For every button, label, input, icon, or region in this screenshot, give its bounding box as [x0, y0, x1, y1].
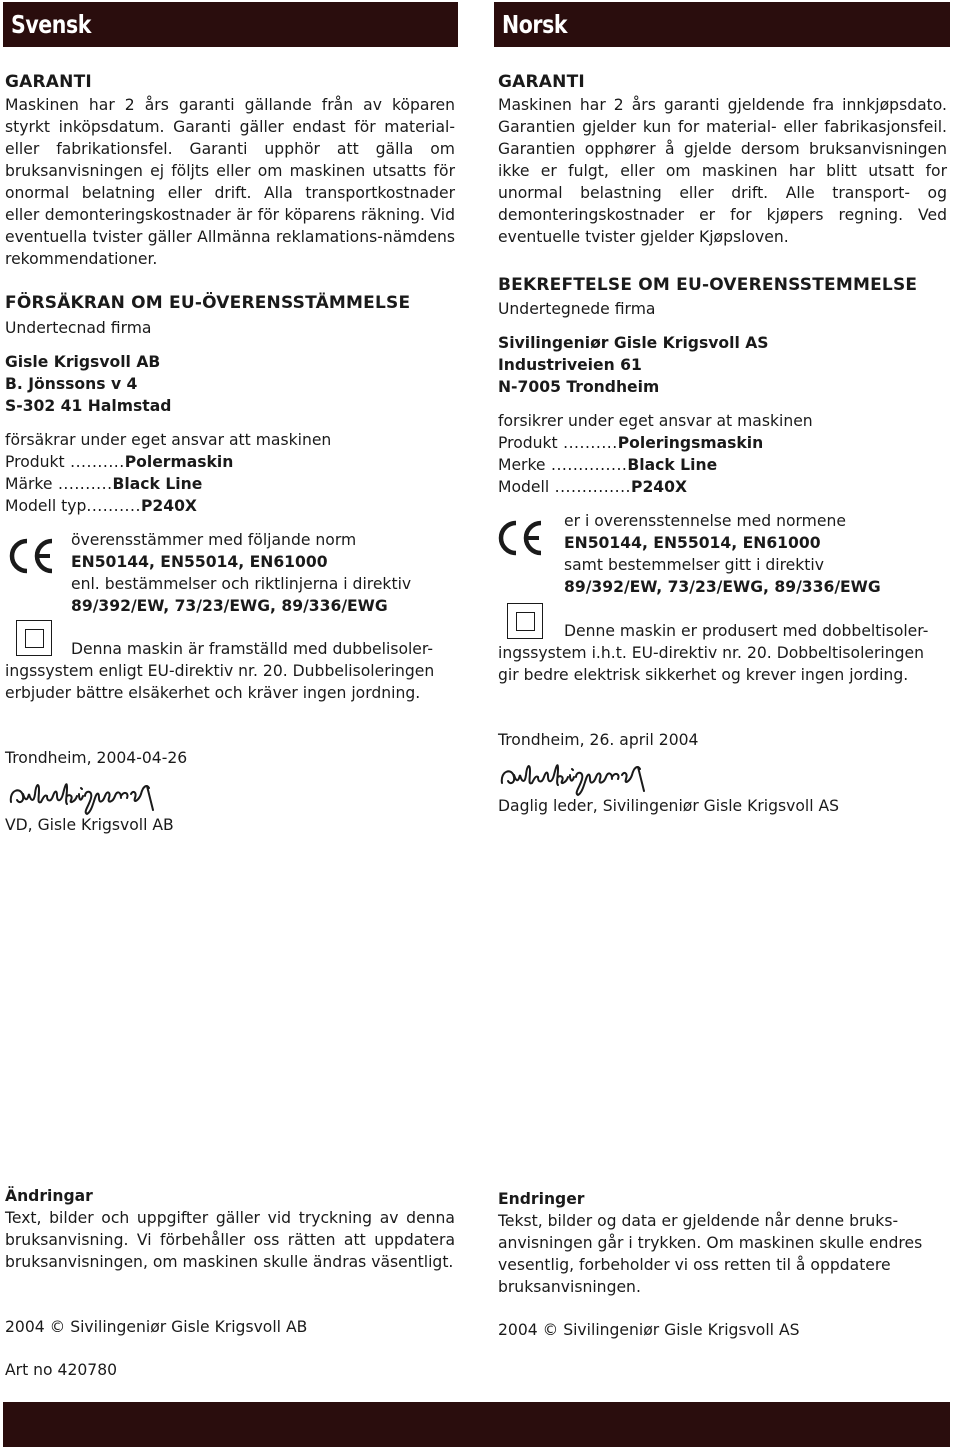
- signature-icon: [7, 776, 167, 816]
- footer-band: [3, 1402, 950, 1447]
- svensk-company-name: Gisle Krigsvoll AB: [5, 353, 161, 371]
- svensk-double-insulation: Denna maskin är framställd med dubbelisoler-ingssystem enligt EU-direktiv nr. 20. Dubbelisoleringen erbjuder bättre elsäkerhet och kräver ingen jordning.: [5, 640, 435, 702]
- norsk-garanti-heading: GARANTI: [498, 72, 585, 92]
- norsk-brand-row: [498, 454, 717, 476]
- norsk-place-date: Trondheim, 26. april 2004: [498, 731, 699, 749]
- norsk-directives: 89/392/EW, 73/23/EWG, 89/336/EWG: [564, 578, 881, 596]
- svensk-declares: försäkrar under eget ansvar att maskinen: [5, 431, 332, 449]
- svensk-conforms: överensstämmer med följande norm: [71, 531, 357, 549]
- norsk-model-value: P240X: [631, 478, 688, 496]
- svensk-brand-label: Märke: [5, 475, 53, 493]
- svensk-product-row: [5, 451, 233, 473]
- svensk-garanti-heading: GARANTI: [5, 72, 92, 92]
- norsk-company-name: Sivilingeniør Gisle Krigsvoll AS: [498, 334, 769, 352]
- norsk-signer: Daglig leder, Sivilingeniør Gisle Krigsvoll AS: [498, 797, 840, 815]
- header-title-norsk: Norsk: [502, 10, 568, 39]
- svensk-model-label: Modell typ: [5, 497, 87, 515]
- svensk-changes-text: Text, bilder och uppgifter gäller vid tryckning av denna bruksanvisning. Vi förbehåller oss rätten att uppdatera bruksanvisningen, om maskinen skulle ändras väsentligt.: [5, 1209, 455, 1271]
- ce-mark-icon: [494, 518, 544, 558]
- norsk-brand-leader: ..............: [545, 456, 628, 474]
- norsk-company-street: Industriveien 61: [498, 356, 642, 374]
- svensk-signer: VD, Gisle Krigsvoll AB: [5, 816, 174, 834]
- svensk-company-city: S-302 41 Halmstad: [5, 397, 172, 415]
- signature-icon: [498, 757, 658, 797]
- svensk-changes-heading: Ändringar: [5, 1187, 93, 1205]
- norsk-column: [498, 0, 947, 1449]
- svensk-directives: 89/392/EW, 73/23/EWG, 89/336/EWG: [71, 597, 388, 615]
- norsk-brand-value: Black Line: [627, 456, 718, 474]
- norsk-conforms: er i overensstennelse med normene: [564, 512, 846, 530]
- norsk-product-label: Produkt: [498, 434, 558, 452]
- norsk-product-row: [498, 432, 763, 454]
- svensk-model-value: P240X: [140, 497, 197, 515]
- norsk-model-leader: ..............: [549, 478, 632, 496]
- norsk-standards: EN50144, EN55014, EN61000: [564, 534, 821, 552]
- svensk-model-row: [5, 495, 197, 517]
- svensk-product-leader: ..........: [64, 453, 125, 471]
- norsk-undersigned: Undertegnede firma: [498, 300, 656, 318]
- header-title-svensk: Svensk: [11, 10, 92, 39]
- norsk-company-city: N-7005 Trondheim: [498, 378, 660, 396]
- svensk-company-street: B. Jönssons v 4: [5, 375, 138, 393]
- svensk-copyright: 2004 © Sivilingeniør Gisle Krigsvoll AB: [5, 1318, 308, 1336]
- norsk-model-label: Modell: [498, 478, 550, 496]
- svensk-product-value: Polermaskin: [124, 453, 234, 471]
- norsk-conformity-heading: BEKREFTELSE OM EU-OVERENSSTEMMELSE: [498, 275, 918, 295]
- norsk-product-leader: ..........: [557, 434, 618, 452]
- art-number: Art no 420780: [5, 1361, 118, 1379]
- svensk-undersigned: Undertecnad firma: [5, 319, 152, 337]
- svensk-conformity-heading: FÖRSÄKRAN OM EU-ÖVERENSSTÄMMELSE: [5, 293, 411, 313]
- svensk-directive-intro: enl. bestämmelser och riktlinjerna i direktiv: [71, 575, 412, 593]
- norsk-declares: forsikrer under eget ansvar at maskinen: [498, 412, 813, 430]
- svensk-brand-value: Black Line: [112, 475, 203, 493]
- norsk-model-row: [498, 476, 687, 498]
- norsk-changes-heading: Endringer: [498, 1190, 585, 1208]
- norsk-directive-intro: samt bestemmelser gitt i direktiv: [564, 556, 824, 574]
- norsk-copyright: 2004 © Sivilingeniør Gisle Krigsvoll AS: [498, 1321, 800, 1339]
- svensk-model-leader: ..........: [86, 497, 141, 515]
- svensk-standards: EN50144, EN55014, EN61000: [71, 553, 328, 571]
- norsk-changes-text: Tekst, bilder og data er gjeldende når denne bruks-anvisningen går i trykken. Om maskinen skulle endres vesentlig, forbeholder vi oss retten til å oppdatere bruksanvisningen.: [498, 1212, 923, 1296]
- ce-mark-icon: [5, 536, 55, 576]
- norsk-product-value: Poleringsmaskin: [617, 434, 764, 452]
- svensk-column: [5, 0, 455, 1449]
- norsk-brand-label: Merke: [498, 456, 546, 474]
- svensk-brand-leader: ..........: [52, 475, 113, 493]
- norsk-double-insulation: Denne maskin er produsert med dobbeltisoler-ingssystem i.h.t. EU-direktiv nr. 20. Dobbeltisoleringen gir bedre elektrisk sikkerhet og krever ingen jording.: [498, 622, 929, 684]
- svensk-brand-row: [5, 473, 202, 495]
- norsk-garanti-text: Maskinen har 2 års garanti gjeldende fra innkjøpsdato. Garantien gjelder kun for material- eller fabrikasjonsfeil. Garantien opphører å gjelde dersom bruksanvisningen ikke er fulgt, eller om maskinen har blitt utsatt for unormal belastning eller drift. Alle transport- og demonteringskostnader er for kjøpers regning. Ved eventuelle tvister gjelder Kjøpsloven.: [498, 96, 947, 246]
- svensk-product-label: Produkt: [5, 453, 65, 471]
- svensk-place-date: Trondheim, 2004-04-26: [5, 749, 188, 767]
- svensk-garanti-text: Maskinen har 2 års garanti gällande från av köparen styrkt inköpsdatum. Garanti gäller endast för material- eller fabrikationsfel. Garanti upphör att gälla om bruksanvisningen ej följts eller om maskinen utsatts för onormal belatning eller drift. Alla transportkostnader eller demonteringskostnader är för köparens räkning. Vid eventuella tvister gäller Allmänna reklamations-nämdens rekommendationer.: [5, 96, 455, 268]
